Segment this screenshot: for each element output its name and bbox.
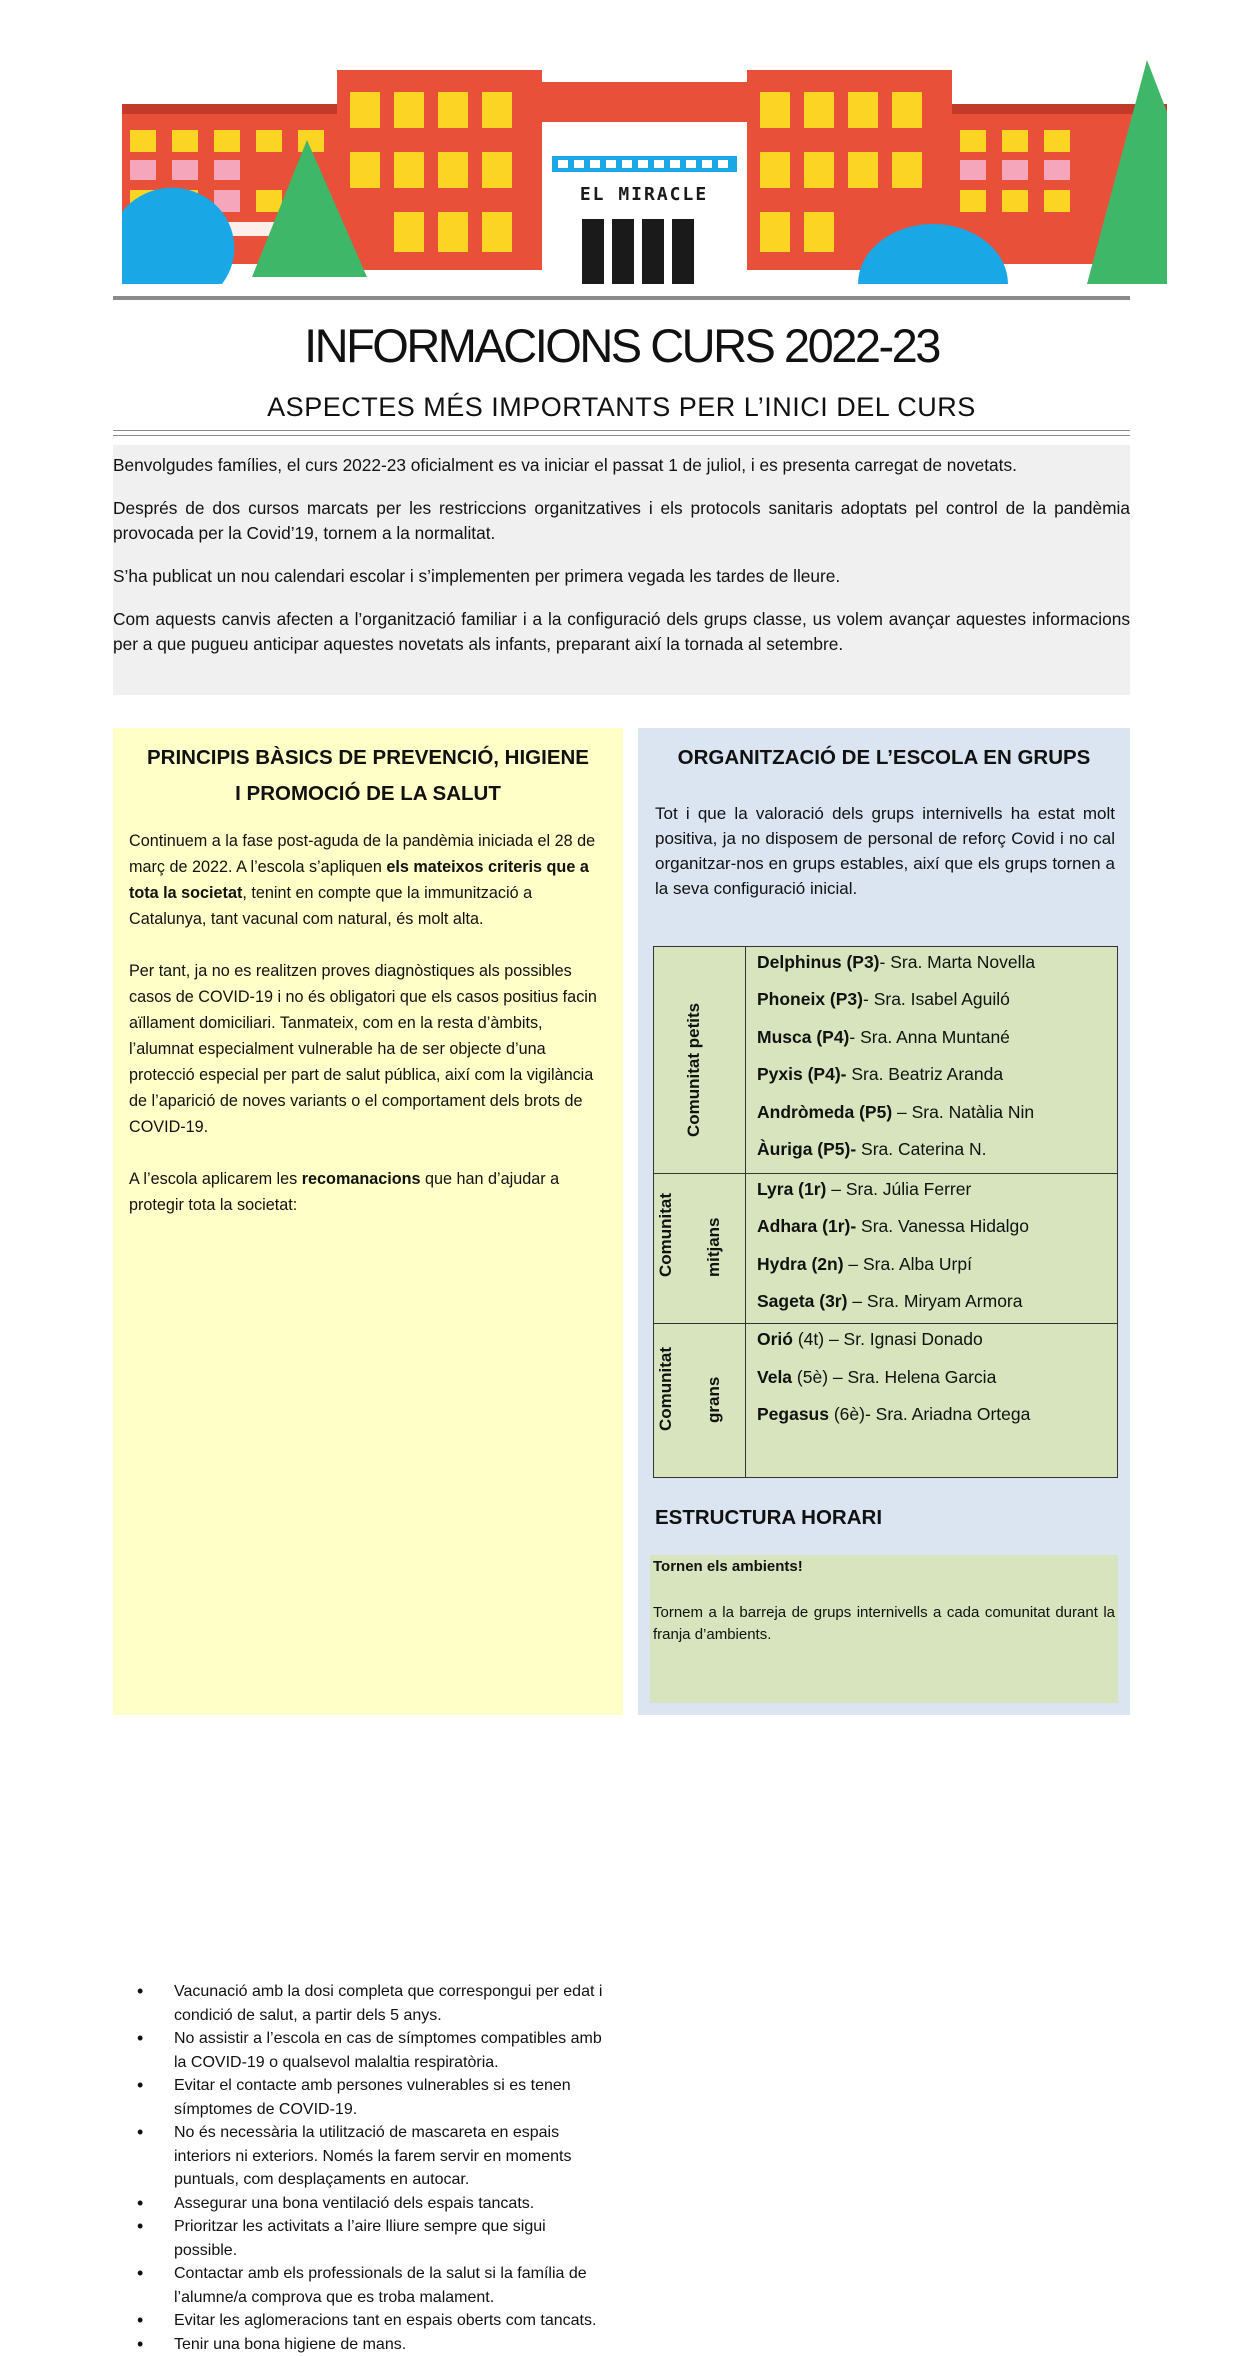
group-name: Andròmeda (P5) bbox=[757, 1102, 892, 1122]
group-name: Adhara (1r)- bbox=[757, 1216, 856, 1236]
community-label-mitjans-a: Comunitat bbox=[656, 1193, 676, 1277]
group-teacher: – Sra. Júlia Ferrer bbox=[826, 1179, 971, 1199]
community-label-petits: Comunitat petits bbox=[684, 1003, 704, 1137]
list-item: • Tenir una bona higiene de mans. bbox=[129, 2333, 609, 2356]
group-teacher: – Sra. Natàlia Nin bbox=[892, 1102, 1034, 1122]
group-name: Sageta (3r) bbox=[757, 1291, 847, 1311]
group-name: Hydra (2n) bbox=[757, 1254, 844, 1274]
prevention-title-line-2: I PROMOCIÓ DE LA SALUT bbox=[235, 782, 501, 805]
list-item: • Evitar el contacte amb persones vulnerables si es tenen símptomes de COVID-19. bbox=[129, 2074, 609, 2121]
prevention-paragraph-1 bbox=[129, 828, 606, 932]
group-teacher: – Sra. Miryam Armora bbox=[847, 1291, 1022, 1311]
prevention-body bbox=[129, 828, 606, 1244]
prevention-section bbox=[113, 728, 623, 1715]
group-teacher: Sra. Caterina N. bbox=[856, 1139, 986, 1159]
table-row bbox=[757, 1064, 1003, 1085]
group-teacher: - Sra. Marta Novella bbox=[880, 952, 1036, 972]
table-row bbox=[757, 1404, 1030, 1425]
group-name: Pegasus bbox=[757, 1404, 829, 1424]
table-row-divider bbox=[654, 1173, 1117, 1174]
intro-section bbox=[113, 445, 1130, 695]
group-name: Musca (P4) bbox=[757, 1027, 849, 1047]
prevention-paragraph-2: Per tant, ja no es realitzen proves diagnòstiques als possibles casos de COVID-19 i no és obligatori que els casos positius facin aïllament domiciliari. Tanmateix, com en la resta d’àmbits, l’alumnat especialment vulnerable ha de ser objecte d’una protecció especial per part de salut pública, així com la vigilància de l’aparició de noves variants o el comportament dels brots de COVID-19. bbox=[129, 958, 606, 1140]
list-item: • No assistir a l’escola en cas de símptomes compatibles amb la COVID-19 o qualsevol malaltia respiratòria. bbox=[129, 2027, 609, 2074]
list-item: • Contactar amb els professionals de la salut si la família de l’alumne/a comprova que es troba malament. bbox=[129, 2262, 609, 2309]
p1-text-c: , tenint en compte que la immunització a Catalunya, tant vacunal com natural, és molt alta. bbox=[129, 884, 532, 928]
table-row bbox=[757, 1291, 1023, 1312]
p3-text-a: A l’escola aplicarem les bbox=[129, 1170, 302, 1188]
group-teacher: Sra. Vanessa Hidalgo bbox=[856, 1216, 1029, 1236]
banner-school-name: EL MIRACLE bbox=[580, 184, 708, 205]
group-name: Lyra (1r) bbox=[757, 1179, 826, 1199]
groups-intro: Tot i que la valoració dels grups internivells ha estat molt positiva, ja no disposem de personal de reforç Covid i no cal organitzar-nos en grups estables, així que els grups tornen a la seva configuració inicial. bbox=[655, 801, 1115, 901]
p1-text-bold: els mateixos criteris que a tota la societat bbox=[129, 858, 589, 902]
page-title: INFORMACIONS CURS 2022-23 bbox=[113, 318, 1130, 373]
table-row bbox=[757, 1102, 1034, 1123]
table-row bbox=[757, 1027, 1010, 1048]
header-rule-top bbox=[113, 296, 1130, 300]
group-teacher: Sra. Beatriz Aranda bbox=[846, 1064, 1003, 1084]
group-teacher: (4t) – Sr. Ignasi Donado bbox=[793, 1329, 983, 1349]
community-label-mitjans-b: mitjans bbox=[704, 1217, 724, 1277]
table-row bbox=[757, 989, 1010, 1010]
table-row bbox=[757, 1329, 983, 1350]
recommendations-list bbox=[129, 1980, 609, 2356]
group-name: Pyxis (P4)- bbox=[757, 1064, 846, 1084]
group-teacher: – Sra. Alba Urpí bbox=[844, 1254, 972, 1274]
group-name: Vela bbox=[757, 1367, 792, 1387]
groups-title: ORGANITZACIÓ DE L’ESCOLA EN GRUPS bbox=[638, 728, 1130, 776]
group-teacher: (5è) – Sra. Helena Garcia bbox=[792, 1367, 996, 1387]
intro-paragraph-4: Com aquests canvis afecten a l’organització familiar i a la configuració dels grups classe, us volem avançar aquestes informacions per a que pugueu anticipar aquestes novetats als infants, preparant així la tornada al setembre. bbox=[113, 607, 1130, 657]
schedule-box-title: Tornen els ambients! bbox=[653, 1558, 803, 1575]
list-item: • No és necessària la utilització de mascareta en espais interiors ni exteriors. Només la farem servir en moments puntuals, com desplaçaments en autocar. bbox=[129, 2121, 609, 2192]
group-teacher: - Sra. Isabel Aguiló bbox=[863, 989, 1010, 1009]
school-banner-illustration bbox=[122, 52, 1167, 284]
group-name: Phoneix (P3) bbox=[757, 989, 863, 1009]
intro-paragraph-1: Benvolgudes famílies, el curs 2022-23 oficialment es va iniciar el passat 1 de juliol, i es presenta carregat de novetats. bbox=[113, 453, 1130, 478]
list-item: • Evitar les aglomeracions tant en espais oberts com tancats. bbox=[129, 2309, 609, 2333]
groups-table bbox=[653, 946, 1118, 1478]
p3-text-c: que han d’ajudar a protegir tota la societat: bbox=[129, 1170, 559, 1214]
list-item: • Vacunació amb la dosi completa que correspongui per edat i condició de salut, a partir dels 5 anys. bbox=[129, 1980, 609, 2027]
groups-section bbox=[638, 728, 1130, 1715]
table-row bbox=[757, 1139, 987, 1160]
group-teacher: - Sra. Anna Muntané bbox=[849, 1027, 1010, 1047]
table-row bbox=[757, 1254, 972, 1275]
list-item: • Assegurar una bona ventilació dels espais tancats. bbox=[129, 2192, 609, 2216]
list-item: • Prioritzar les activitats a l’aire lliure sempre que sigui possible. bbox=[129, 2215, 609, 2262]
table-divider bbox=[745, 947, 746, 1477]
intro-paragraph-3: S’ha publicat un nou calendari escolar i s’implementen per primera vegada les tardes de lleure. bbox=[113, 564, 1130, 589]
p3-text-bold: recomanacions bbox=[302, 1170, 421, 1188]
prevention-title bbox=[113, 728, 623, 812]
table-row bbox=[757, 1179, 971, 1200]
group-teacher: (6è)- Sra. Ariadna Ortega bbox=[829, 1404, 1030, 1424]
group-name: Delphinus (P3) bbox=[757, 952, 880, 972]
page-subtitle: ASPECTES MÉS IMPORTANTS PER L’INICI DEL CURS bbox=[113, 392, 1130, 423]
schedule-box bbox=[650, 1555, 1118, 1703]
community-label-grans-a: Comunitat bbox=[656, 1347, 676, 1431]
group-name: Orió bbox=[757, 1329, 793, 1349]
community-label-grans-b: grans bbox=[704, 1377, 724, 1423]
intro-paragraph-2: Després de dos cursos marcats per les restriccions organitzatives i els protocols sanitaris adoptats pel control de la pandèmia provocada per la Covid’19, tornem a la normalitat. bbox=[113, 496, 1130, 546]
table-row bbox=[757, 1216, 1029, 1237]
schedule-title: ESTRUCTURA HORARI bbox=[655, 1506, 882, 1530]
table-row-divider bbox=[654, 1323, 1117, 1324]
prevention-title-line-1: PRINCIPIS BÀSICS DE PREVENCIÓ, HIGIENE bbox=[147, 746, 589, 769]
table-row bbox=[757, 952, 1035, 973]
schedule-box-text: Tornem a la barreja de grups internivells a cada comunitat durant la franja d’ambients. bbox=[653, 1602, 1115, 1646]
p1-text-a: Continuem a la fase post-aguda de la pandèmia iniciada el 28 de març de 2022. A l’escola s’apliquen bbox=[129, 832, 595, 876]
group-name: Àuriga (P5)- bbox=[757, 1139, 856, 1159]
prevention-paragraph-3 bbox=[129, 1166, 606, 1218]
header-rule-bottom bbox=[113, 430, 1130, 431]
table-row bbox=[757, 1367, 996, 1388]
header-rule-bottom-2 bbox=[113, 435, 1130, 436]
